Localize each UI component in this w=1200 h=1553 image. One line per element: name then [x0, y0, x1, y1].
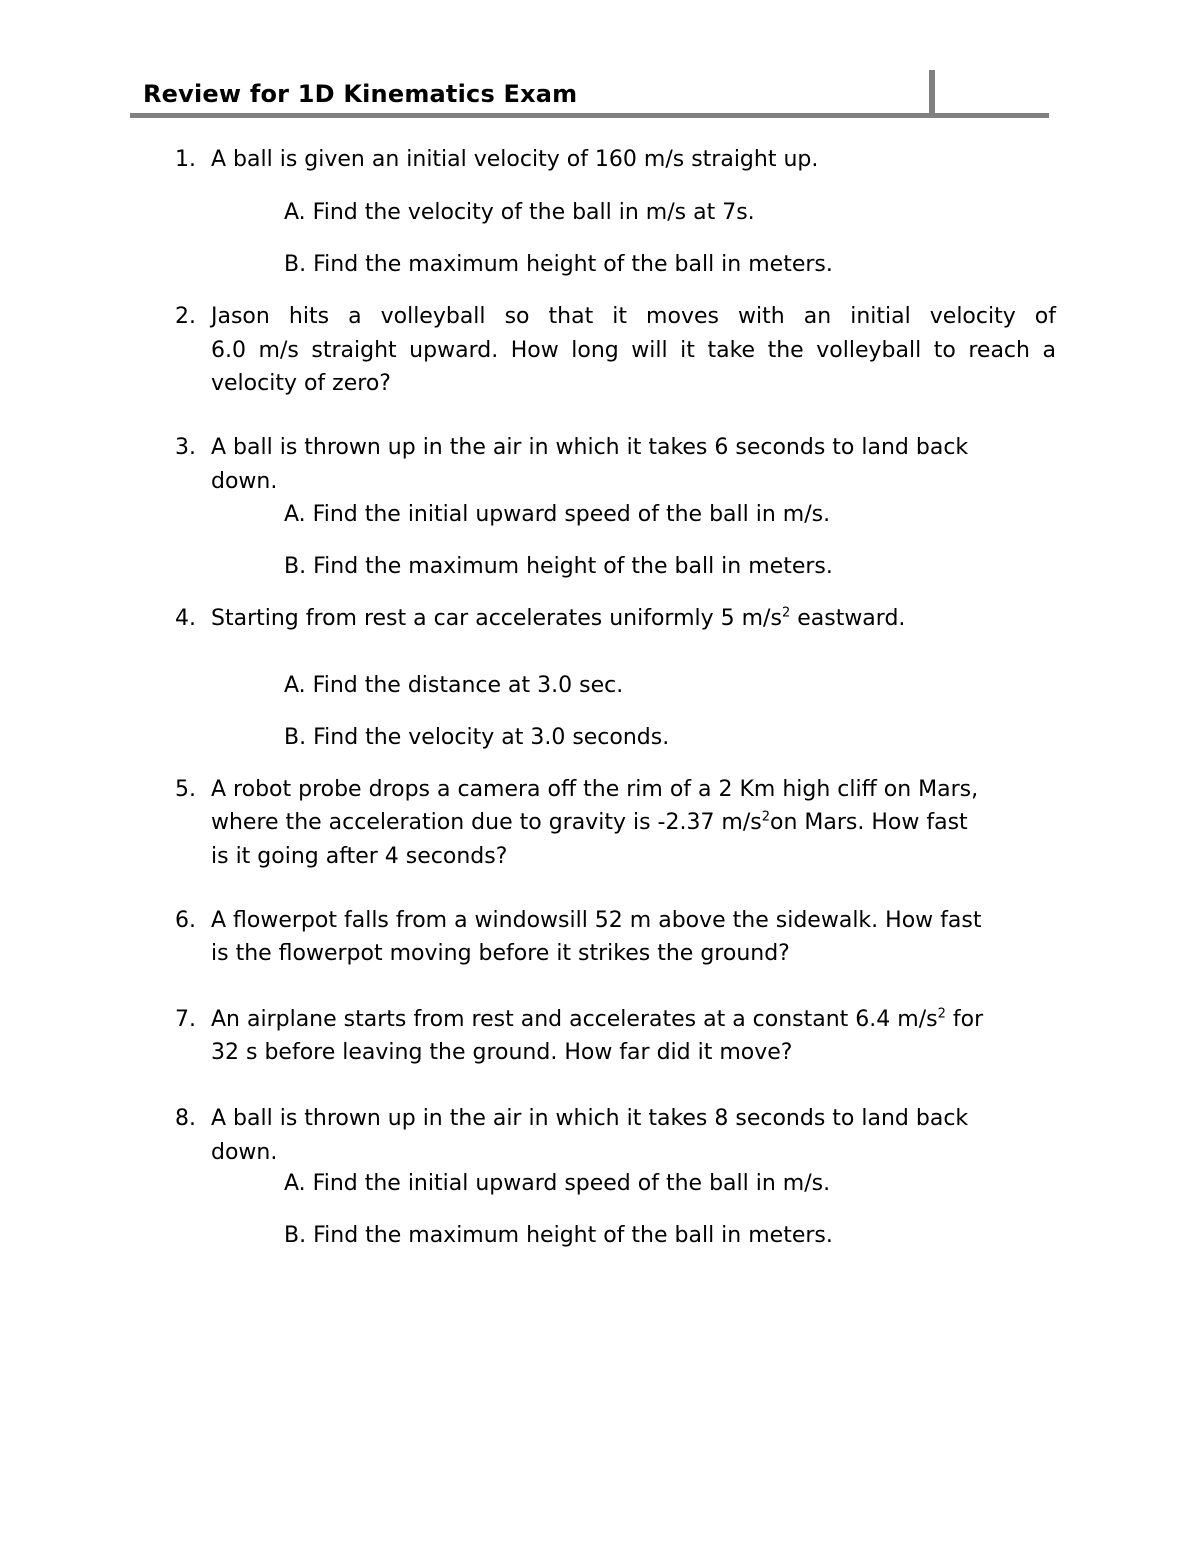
part-label: A.: [284, 1171, 306, 1196]
question-number: 8.: [175, 1106, 196, 1131]
question-number: 3.: [175, 435, 196, 460]
question-number: 6.: [175, 908, 196, 933]
question-text-line: Jason hits a volleyball so that it moves with an initial velocity of: [211, 304, 1056, 329]
part-text: Find the maximum height of the ball in meters.: [313, 252, 833, 277]
superscript: 2: [937, 1006, 946, 1022]
superscript: 2: [781, 605, 791, 621]
text-segment: on Mars. How fast: [770, 810, 968, 835]
part-text: Find the velocity at 3.0 seconds.: [313, 725, 670, 750]
header-rule: [130, 113, 1049, 118]
part-label: B.: [284, 554, 307, 579]
part-label: B.: [284, 1223, 307, 1248]
text-segment: Starting from rest a car accelerates uniformly 5 m/s: [211, 606, 782, 631]
question-part-a: [284, 669, 623, 703]
question-text-line: [211, 602, 1056, 636]
question-part-a: [284, 498, 830, 532]
question-text-line: A ball is thrown up in the air in which it takes 6 seconds to land back: [211, 435, 969, 460]
question-text-line: down.: [211, 469, 278, 494]
text-segment: eastward.: [790, 606, 906, 631]
question-text-line: A robot probe drops a camera off the rim of a 2 Km high cliff on Mars,: [211, 777, 979, 802]
question-part-b: [284, 1219, 833, 1253]
question-number: 5.: [175, 777, 196, 802]
part-text: Find the maximum height of the ball in meters.: [313, 1223, 833, 1248]
question-part-b: [284, 721, 669, 755]
part-text: Find the initial upward speed of the ball in m/s.: [312, 502, 831, 527]
part-text: Find the maximum height of the ball in meters.: [313, 554, 833, 579]
question-text-line: down.: [211, 1140, 278, 1165]
part-label: B.: [284, 252, 307, 277]
question-number: 4.: [175, 606, 196, 631]
text-segment: An airplane starts from rest and accelerates at a constant 6.4 m/s: [211, 1007, 938, 1032]
question-text-line: 32 s before leaving the ground. How far did it move?: [211, 1040, 793, 1065]
question-part-a: [284, 196, 755, 230]
question-number: 2.: [175, 304, 196, 329]
part-text: Find the distance at 3.0 sec.: [312, 673, 624, 698]
question-text: A ball is given an initial velocity of 160 m/s straight up.: [211, 147, 819, 172]
part-text: Find the initial upward speed of the ball in m/s.: [312, 1171, 831, 1196]
question-text-line: A flowerpot falls from a windowsill 52 m above the sidewalk. How fast: [211, 908, 982, 933]
question-text-line: A ball is thrown up in the air in which it takes 8 seconds to land back: [211, 1106, 969, 1131]
question-text-line: velocity of zero?: [211, 371, 391, 396]
question-text-line: [211, 1003, 1056, 1037]
text-segment: where the acceleration due to gravity is -2.37 m/s: [211, 810, 762, 835]
question-text-line: is it going after 4 seconds?: [211, 844, 508, 869]
question-part-a: [284, 1167, 830, 1201]
superscript: 2: [761, 809, 771, 825]
question-part-b: [284, 550, 833, 584]
question-text-line: 6.0 m/s straight upward. How long will it take the volleyball to reach a: [211, 338, 1056, 363]
part-label: A.: [284, 502, 306, 527]
text-segment: for: [945, 1007, 984, 1032]
part-text: Find the velocity of the ball in m/s at 7s.: [312, 200, 755, 225]
part-label: B.: [284, 725, 307, 750]
page-title: Review for 1D Kinematics Exam: [143, 80, 578, 108]
question-part-b: [284, 248, 833, 282]
part-label: A.: [284, 673, 306, 698]
header-tick-divider: [929, 70, 935, 116]
question-text-line: [211, 806, 1056, 840]
question-text-line: is the flowerpot moving before it strikes the ground?: [211, 941, 790, 966]
part-label: A.: [284, 200, 306, 225]
question-number: 7.: [175, 1007, 196, 1032]
question-number: 1.: [175, 147, 196, 172]
